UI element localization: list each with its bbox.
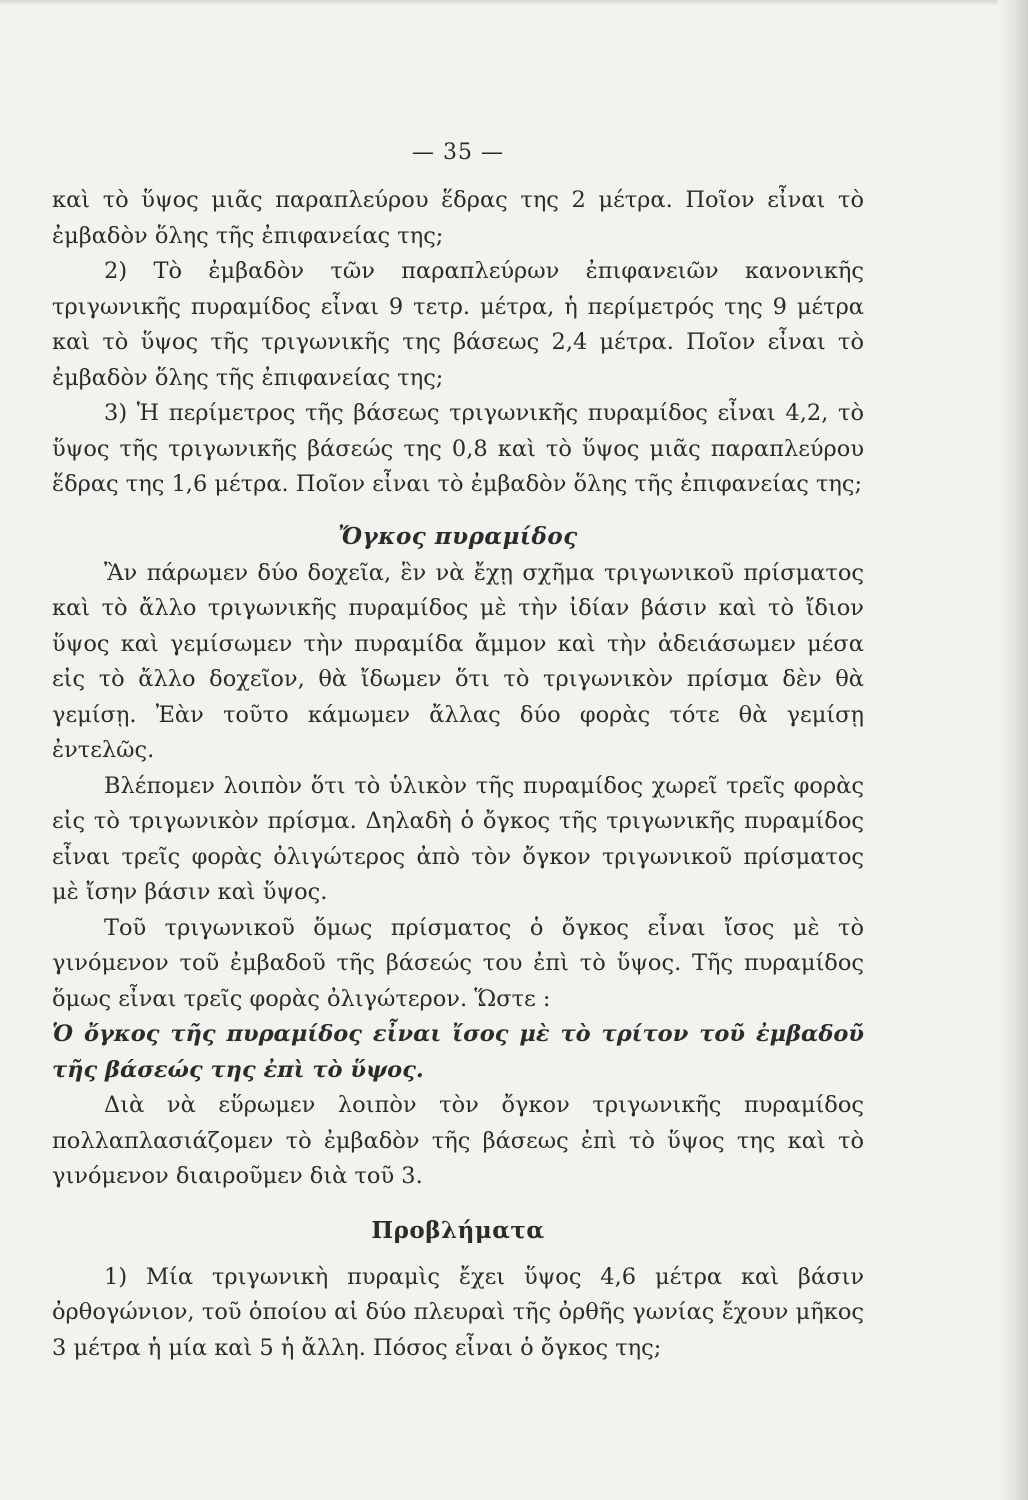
rule-statement: Ὁ ὄγκος τῆς πυραμίδος εἶναι ἴσος μὲ τὸ τρίτον τοῦ ἐμβαδοῦ τῆς βάσεώς της ἐπὶ τὸ ὕψος. (52, 1021, 864, 1083)
page-right-edge (998, 0, 1028, 1500)
problem-1: 1) Μία τριγωνικὴ πυραμὶς ἔχει ὕψος 4,6 μέτρα καὶ βάσιν ὀρθογώνιον, τοῦ ὁποίου αἱ δύο πλευραὶ τῆς ὀρθῆς γωνίας ἔχουν μῆκος 3 μέτρα ἡ μία καὶ 5 ἡ ἄλλη. Πόσος εἶναι ὁ ὄγκος της; (52, 1263, 864, 1361)
paragraph-1: Ἂν πάρωμεν δύο δοχεῖα, ἓν νὰ ἔχῃ σχῆμα τριγωνικοῦ πρίσματος καὶ τὸ ἄλλο τριγωνικῆς πυραμίδος μὲ τὴν ἰδίαν βάσιν καὶ τὸ ἴδιον ὕψος καὶ γεμίσωμεν τὴν πυραμίδα ἄμμον καὶ τὴν ἀδειάσωμεν μέσα εἰς τὸ ἄλλο δοχεῖον, θὰ ἴδωμεν ὅτι τὸ τριγωνικὸν πρίσμα δὲν θὰ γεμίσῃ. Ἐὰν τοῦτο κάμωμεν ἄλλας δύο φορὰς τότε θὰ γεμίσῃ ἐντελῶς. (52, 559, 864, 763)
section-title: Ὄγκος πυραμίδος (338, 522, 578, 550)
exercise-3: 3) Ἡ περίμετρος τῆς βάσεως τριγωνικῆς πυραμίδος εἶναι 4,2, τὸ ὕψος τῆς τριγωνικῆς βάσεώς της 0,8 καὶ τὸ ὕψος μιᾶς παραπλεύρου ἕδρας της 1,6 μέτρα. Ποῖον εἶναι τὸ ἐμβαδὸν ὅλης τῆς ἐπιφανείας της; (52, 400, 864, 497)
page-number: — 35 — (412, 140, 504, 165)
problems-title: Προβλήματα (371, 1216, 545, 1244)
exercise-2: 2) Τὸ ἐμβαδὸν τῶν παραπλεύρων ἐπιφανειῶν κανονικῆς τριγωνικῆς πυραμίδος εἶναι 9 τετρ. μέτρα, ἡ περίμετρός της 9 μέτρα καὶ τὸ ὕψος τῆς τριγωνικῆς της βάσεως 2,4 μέτρα. Ποῖον εἶναι τὸ ἐμβαδὸν ὅλης τῆς ἐπιφανείας της; (52, 258, 864, 391)
page-content (52, 140, 864, 1366)
exercise-1-continuation: καὶ τὸ ὕψος μιᾶς παραπλεύρου ἕδρας της 2 μέτρα. Ποῖον εἶναι τὸ ἐμβαδὸν ὅλης τῆς ἐπιφανείας της; (52, 187, 864, 249)
page-top-shadow (0, 0, 1028, 6)
paragraph-2: Βλέπομεν λοιπὸν ὅτι τὸ ὑλικὸν τῆς πυραμίδος χωρεῖ τρεῖς φορὰς εἰς τὸ τριγωνικὸν πρίσμα. Δηλαδὴ ὁ ὄγκος τῆς τριγωνικῆς πυραμίδος εἶναι τρεῖς φορὰς ὀλιγώτερος ἀπὸ τὸν ὄγκον τριγωνικοῦ πρίσματος μὲ ἴσην βάσιν καὶ ὕψος. (52, 772, 864, 905)
paragraph-4: Διὰ νὰ εὕρωμεν λοιπὸν τὸν ὄγκον τριγωνικῆς πυραμίδος πολλαπλασιάζομεν τὸ ἐμβαδὸν τῆς βάσεως ἐπὶ τὸ ὕψος της καὶ τὸ γινόμενον διαιροῦμεν διὰ τοῦ 3. (52, 1092, 864, 1189)
paragraph-3: Τοῦ τριγωνικοῦ ὅμως πρίσματος ὁ ὄγκος εἶναι ἴσος μὲ τὸ γινόμενον τοῦ ἐμβαδοῦ τῆς βάσεώς του ἐπὶ τὸ ὕψος. Τῆς πυραμίδος ὅμως εἶναι τρεῖς φορὰς ὀλιγώτερον. Ὥστε : (52, 914, 864, 1012)
